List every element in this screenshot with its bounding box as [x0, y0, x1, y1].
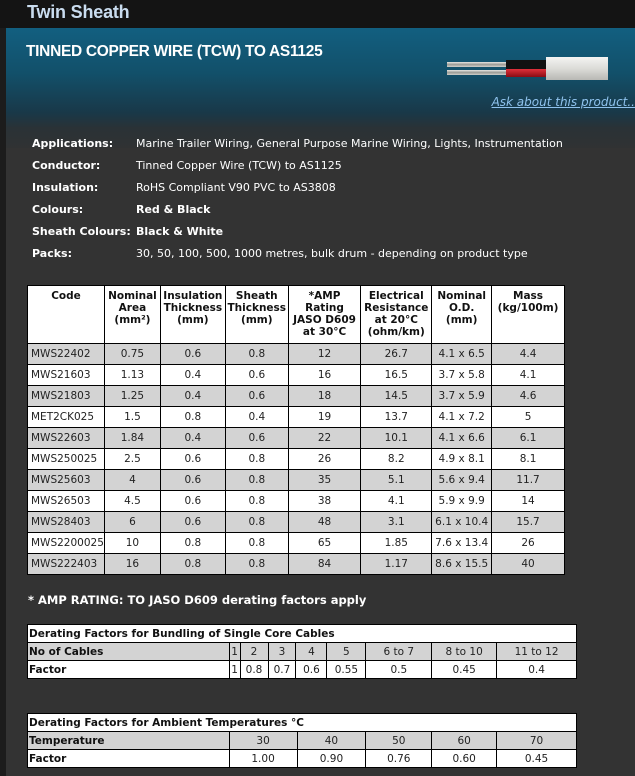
- temperature-table-caption: Derating Factors for Ambient Temperatures °C: [28, 714, 577, 732]
- table-cell: 3.7 x 5.9: [432, 386, 492, 407]
- product-title: TINNED COPPER WIRE (TCW) TO AS1125: [26, 43, 323, 60]
- column-header-line: Nominal: [437, 290, 487, 302]
- twin-sheath-cable-image: [446, 55, 621, 83]
- table-cell: 4.4: [492, 344, 565, 365]
- table-cell: 48: [288, 512, 361, 533]
- spec-label: Sheath Colours:: [32, 225, 131, 238]
- spec-label: Insulation:: [32, 181, 99, 194]
- table-cell: 0.6: [160, 344, 225, 365]
- table-cell: 0.6: [225, 428, 288, 449]
- table-cell: 8.1: [492, 449, 565, 470]
- table-cell: 40: [492, 554, 565, 575]
- column-header-line: Area: [118, 302, 147, 314]
- table-row: [28, 344, 565, 365]
- column-header-line: Resistance: [364, 302, 429, 314]
- column-header: [432, 286, 492, 344]
- product-banner: [6, 28, 635, 128]
- table-cell: 22: [288, 428, 361, 449]
- table-cell: 26.7: [361, 344, 432, 365]
- table-cell: 1.00: [229, 750, 297, 768]
- table-cell: 0.4: [497, 661, 577, 679]
- column-header-line: (ohm/km): [367, 326, 425, 338]
- table-cell: 0.90: [297, 750, 366, 768]
- table-cell: 11 to 12: [497, 643, 577, 661]
- column-header: [28, 286, 105, 344]
- table-cell: 0.55: [327, 661, 366, 679]
- table-row: [28, 386, 565, 407]
- row-label: Factor: [28, 661, 230, 679]
- table-cell: 0.8: [225, 533, 288, 554]
- spec-value: 30, 50, 100, 500, 1000 metres, bulk drum - depending on product type: [136, 247, 528, 260]
- table-cell: 2: [240, 643, 268, 661]
- table-cell: 19: [288, 407, 361, 428]
- column-header-line: at 30°C: [302, 326, 347, 338]
- temperature-derating-table: [27, 713, 577, 768]
- table-row: [28, 428, 565, 449]
- table-cell: 1: [229, 661, 240, 679]
- table-cell: 4.9 x 8.1: [432, 449, 492, 470]
- table-cell: 0.6: [160, 470, 225, 491]
- column-header: [361, 286, 432, 344]
- section-title: Twin Sheath: [27, 2, 130, 22]
- table-cell: 0.8: [160, 533, 225, 554]
- spec-label: Applications:: [32, 137, 114, 150]
- product-code-cell: MWS28403: [28, 512, 105, 533]
- column-header-line: Mass: [513, 290, 544, 302]
- table-cell: 60: [432, 732, 497, 750]
- table-cell: 4.1 x 7.2: [432, 407, 492, 428]
- table-cell: 10: [104, 533, 160, 554]
- table-cell: 0.8: [225, 512, 288, 533]
- spec-label: Colours:: [32, 203, 84, 216]
- table-cell: 14: [492, 491, 565, 512]
- table-cell: 65: [288, 533, 361, 554]
- spec-value: Tinned Copper Wire (TCW) to AS1125: [136, 159, 342, 172]
- ask-about-product-link[interactable]: Ask about this product..: [491, 95, 635, 109]
- column-header-line: (mm): [241, 314, 273, 326]
- column-header-line: *AMP: [308, 290, 341, 302]
- table-cell: 1.17: [361, 554, 432, 575]
- table-cell: 4.1: [361, 491, 432, 512]
- bundling-derating-table: [27, 624, 577, 679]
- table-cell: 70: [497, 732, 577, 750]
- column-header: [104, 286, 160, 344]
- table-cell: 4.1 x 6.5: [432, 344, 492, 365]
- table-cell: 1.84: [104, 428, 160, 449]
- table-cell: 2.5: [104, 449, 160, 470]
- spec-value: RoHS Compliant V90 PVC to AS3808: [136, 181, 336, 194]
- column-header-line: JASO D609: [293, 314, 356, 326]
- factor-row: [28, 750, 577, 768]
- table-cell: 40: [297, 732, 366, 750]
- table-cell: 0.6: [160, 449, 225, 470]
- table-cell: 4.6: [492, 386, 565, 407]
- table-cell: 0.7: [268, 661, 296, 679]
- table-cell: 7.6 x 13.4: [432, 533, 492, 554]
- table-cell: 8 to 10: [432, 643, 497, 661]
- table-cell: 4.5: [104, 491, 160, 512]
- table-cell: 1: [229, 643, 240, 661]
- table-cell: 6 to 7: [366, 643, 432, 661]
- table-cell: 4: [104, 470, 160, 491]
- column-header-line: (kg/100m): [497, 302, 559, 314]
- table-row: [28, 533, 565, 554]
- spec-value: Black & White: [136, 225, 224, 238]
- temperature-row: [28, 732, 577, 750]
- table-cell: 0.6: [160, 512, 225, 533]
- table-cell: 10.1: [361, 428, 432, 449]
- table-cell: 5: [327, 643, 366, 661]
- column-header-line: Electrical: [368, 290, 424, 302]
- product-code-cell: MWS22603: [28, 428, 105, 449]
- product-code-cell: MWS222403: [28, 554, 105, 575]
- table-cell: 0.8: [240, 661, 268, 679]
- factor-row: [28, 661, 577, 679]
- table-cell: 16: [104, 554, 160, 575]
- table-row: [28, 470, 565, 491]
- product-code-cell: MWS26503: [28, 491, 105, 512]
- table-cell: 8.2: [361, 449, 432, 470]
- spec-label: Conductor:: [32, 159, 101, 172]
- table-cell: 35: [288, 470, 361, 491]
- table-cell: 26: [492, 533, 565, 554]
- table-cell: 8.6 x 15.5: [432, 554, 492, 575]
- product-code-cell: MWS25603: [28, 470, 105, 491]
- table-cell: 38: [288, 491, 361, 512]
- product-code-cell: MWS21603: [28, 365, 105, 386]
- column-header-line: Rating: [305, 302, 344, 314]
- table-cell: 5.6 x 9.4: [432, 470, 492, 491]
- table-cell: 0.4: [160, 428, 225, 449]
- column-header-line: Nominal: [108, 290, 157, 302]
- table-row: [28, 407, 565, 428]
- table-cell: 0.6: [225, 386, 288, 407]
- table-cell: 3.1: [361, 512, 432, 533]
- row-label: No of Cables: [28, 643, 230, 661]
- table-cell: 1.85: [361, 533, 432, 554]
- row-label: Factor: [28, 750, 230, 768]
- table-cell: 4: [296, 643, 327, 661]
- table-cell: 0.4: [225, 407, 288, 428]
- column-header-line: O.D.: [448, 302, 475, 314]
- table-cell: 3.7 x 5.8: [432, 365, 492, 386]
- column-header: [288, 286, 361, 344]
- column-header-line: Sheath: [235, 290, 278, 302]
- table-row: [28, 554, 565, 575]
- table-cell: 5: [492, 407, 565, 428]
- table-cell: 50: [366, 732, 432, 750]
- column-header-line: (mm): [177, 314, 209, 326]
- column-header-line: (mm²): [114, 314, 151, 326]
- no-of-cables-row: [28, 643, 577, 661]
- table-cell: 5.9 x 9.9: [432, 491, 492, 512]
- table-cell: 0.75: [104, 344, 160, 365]
- table-cell: 0.8: [160, 407, 225, 428]
- table-cell: 0.60: [432, 750, 497, 768]
- spec-value: Red & Black: [136, 203, 211, 216]
- table-cell: 16: [288, 365, 361, 386]
- table-row: [28, 449, 565, 470]
- table-cell: 0.6: [160, 491, 225, 512]
- column-header-line: Code: [51, 290, 81, 302]
- table-cell: 4.1 x 6.6: [432, 428, 492, 449]
- spec-label: Packs:: [32, 247, 72, 260]
- column-header-line: at 20°C: [374, 314, 418, 326]
- product-code-cell: MWS2200025: [28, 533, 105, 554]
- table-cell: 0.45: [432, 661, 497, 679]
- spec-value: Marine Trailer Wiring, General Purpose Marine Wiring, Lights, Instrumentation: [136, 137, 563, 150]
- table-cell: 0.8: [160, 554, 225, 575]
- product-code-cell: MWS250025: [28, 449, 105, 470]
- table-cell: 0.8: [225, 470, 288, 491]
- column-header-line: Insulation: [163, 290, 223, 302]
- table-cell: 0.4: [160, 365, 225, 386]
- table-caption-row: [28, 714, 577, 732]
- table-cell: 3: [268, 643, 296, 661]
- column-header-line: Thickness: [163, 302, 223, 314]
- product-code-cell: MET2CK025: [28, 407, 105, 428]
- table-cell: 1.5: [104, 407, 160, 428]
- table-cell: 0.8: [225, 449, 288, 470]
- column-header: [160, 286, 225, 344]
- table-cell: 0.8: [225, 554, 288, 575]
- table-cell: 5.1: [361, 470, 432, 491]
- table-cell: 1.13: [104, 365, 160, 386]
- table-cell: 6: [104, 512, 160, 533]
- table-cell: 0.8: [225, 344, 288, 365]
- column-header: [225, 286, 288, 344]
- bundling-table-caption: Derating Factors for Bundling of Single Core Cables: [28, 625, 577, 643]
- table-cell: 1.25: [104, 386, 160, 407]
- table-row: [28, 512, 565, 533]
- table-cell: 14.5: [361, 386, 432, 407]
- table-cell: 0.4: [160, 386, 225, 407]
- column-header-line: Thickness: [227, 302, 287, 314]
- table-row: [28, 491, 565, 512]
- table-cell: 0.8: [225, 491, 288, 512]
- table-cell: 11.7: [492, 470, 565, 491]
- column-header: [492, 286, 565, 344]
- table-cell: 18: [288, 386, 361, 407]
- table-cell: 15.7: [492, 512, 565, 533]
- table-cell: 12: [288, 344, 361, 365]
- table-cell: 6.1: [492, 428, 565, 449]
- table-cell: 0.6: [296, 661, 327, 679]
- column-header-line: (mm): [445, 314, 478, 326]
- product-code-cell: MWS21803: [28, 386, 105, 407]
- row-label: Temperature: [28, 732, 230, 750]
- section-header: [0, 0, 635, 28]
- table-caption-row: [28, 625, 577, 643]
- product-code-cell: MWS22402: [28, 344, 105, 365]
- table-header-row: [28, 286, 565, 344]
- table-cell: 4.1: [492, 365, 565, 386]
- table-cell: 0.76: [366, 750, 432, 768]
- table-cell: 26: [288, 449, 361, 470]
- table-cell: 16.5: [361, 365, 432, 386]
- table-cell: 30: [229, 732, 297, 750]
- table-cell: 0.6: [225, 365, 288, 386]
- table-cell: 13.7: [361, 407, 432, 428]
- table-cell: 84: [288, 554, 361, 575]
- cable-specification-table: [27, 285, 565, 575]
- amp-rating-note: * AMP RATING: TO JASO D609 derating factors apply: [28, 593, 367, 607]
- table-cell: 0.5: [366, 661, 432, 679]
- table-cell: 0.45: [497, 750, 577, 768]
- table-cell: 6.1 x 10.4: [432, 512, 492, 533]
- table-row: [28, 365, 565, 386]
